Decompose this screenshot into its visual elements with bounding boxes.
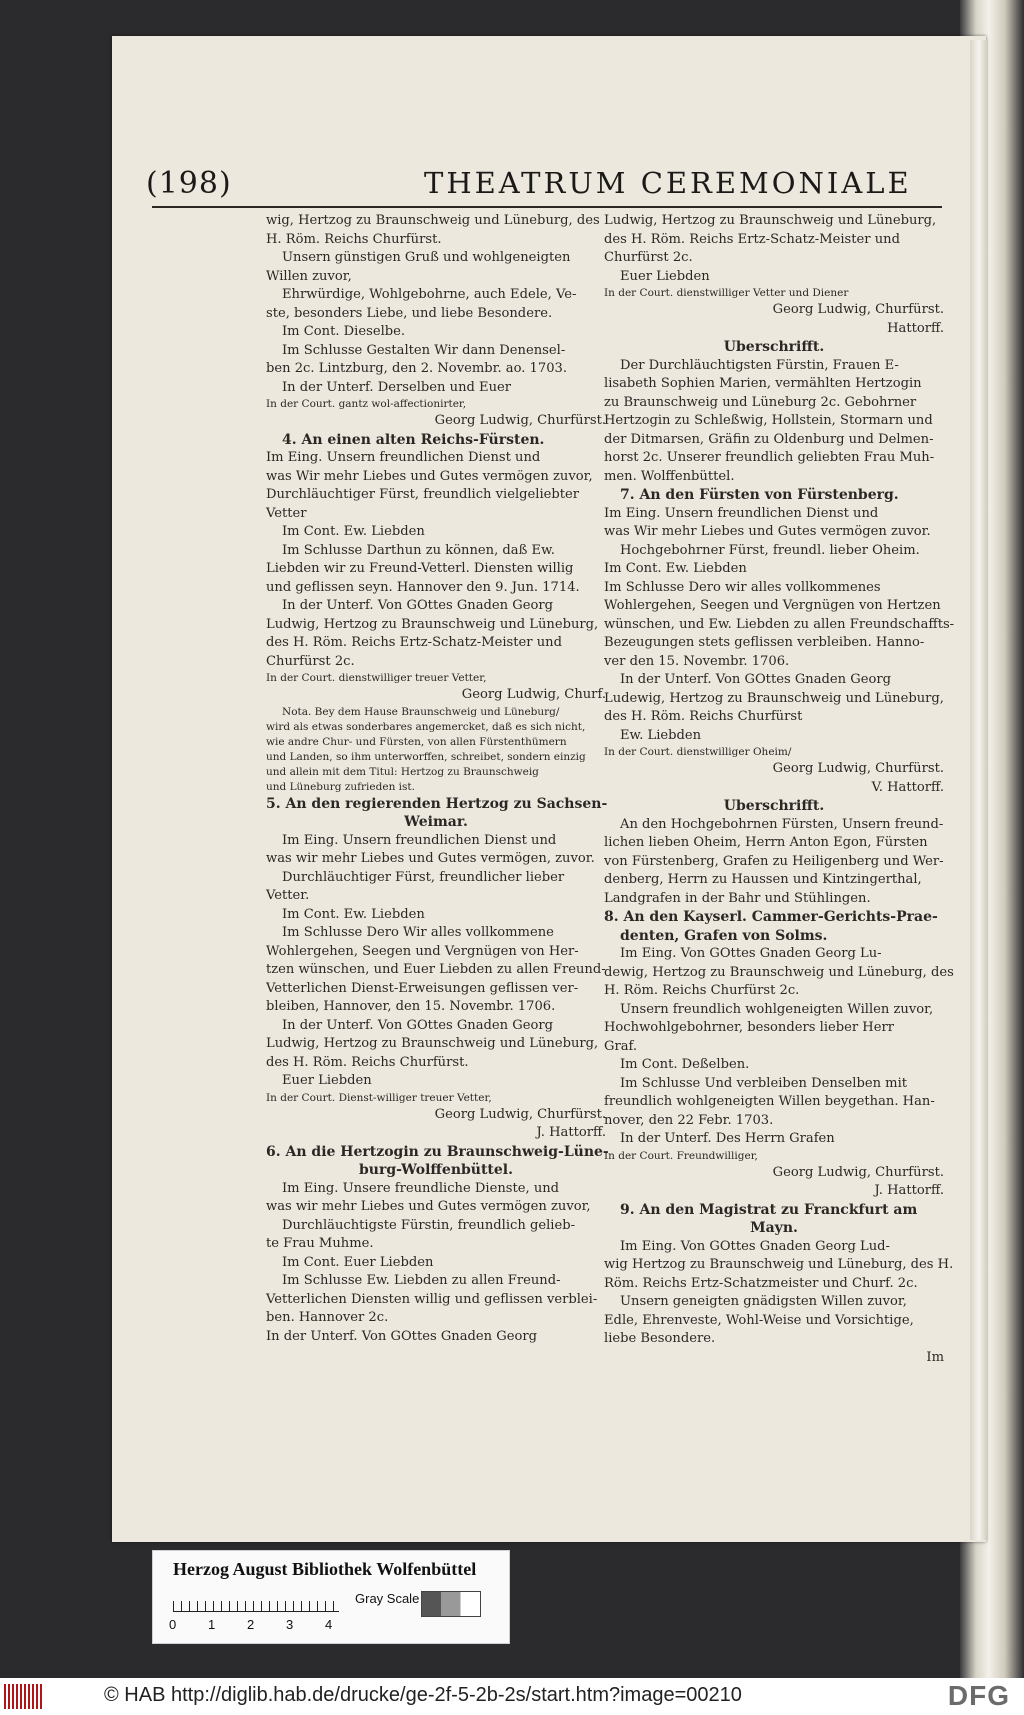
text-line: Bezeugungen stets geflissen verbleiben. Hanno- — [604, 635, 925, 650]
text-line: tzen wünschen, und Euer Liebden zu allen Freund- — [266, 962, 606, 977]
text-line: der Ditmarsen, Gräfin zu Oldenburg und Delmen- — [604, 431, 934, 447]
text-line: Im — [926, 1349, 944, 1365]
text-line: H. Röm. Reichs Churfürst. — [266, 231, 442, 247]
text-line: zu Braunschweig und Lüneburg 2c. Gebohrner — [604, 394, 917, 410]
text-line: Georg Ludwig, Churf. — [461, 687, 606, 702]
text-line: In der Court. Dienst-williger treuer Vetter, — [266, 1091, 492, 1104]
ruler-number: 0 — [169, 1617, 177, 1632]
text-line: In der Court. Freundwilliger, — [604, 1149, 758, 1162]
source-url[interactable]: © HAB http://diglib.hab.de/drucke/ge-2f-5-2b-2s/start.htm?image=00210 — [104, 1684, 742, 1706]
footer-bar — [0, 1678, 1024, 1715]
text-line: Georg Ludwig, Churfürst. — [434, 413, 606, 428]
text-line: V. Hattorff. — [871, 779, 944, 795]
text-line: wig Hertzog zu Braunschweig und Lüneburg, des H. — [604, 1257, 954, 1272]
page-header — [146, 160, 946, 206]
text-line: Im Eing. Unsern freundlichen Dienst und — [266, 450, 541, 465]
header-rule — [152, 206, 942, 208]
text-line: Im Cont. Ew. Liebden — [282, 524, 425, 539]
text-line: Im Cont. Ew. Liebden — [604, 561, 747, 576]
text-line: Im Cont. Deßelben. — [620, 1057, 750, 1072]
text-line: des H. Röm. Reichs Churfürst — [604, 709, 803, 724]
text-line: Weimar. — [404, 814, 468, 830]
text-line: Ludwig, Hertzog zu Braunschweig und Lüneburg, — [604, 213, 937, 228]
text-line: wie andre Chur- und Fürsten, von allen Fürstenthümern — [266, 735, 567, 748]
text-line: Ew. Liebden — [620, 727, 702, 743]
text-line: Euer Liebden — [620, 268, 710, 284]
text-line: J. Hattorff. — [536, 1125, 606, 1140]
text-line: horst 2c. Unserer freundlich geliebten Frau Muh- — [604, 450, 935, 465]
text-line: Hochwohlgebohrner, besonders lieber Herr — [604, 1020, 894, 1035]
text-line: 4. An einen alten Reichs-Fürsten. — [282, 431, 545, 448]
library-name: Herzog August Bibliothek Wolfenbüttel — [173, 1559, 477, 1579]
text-line: Im Schlusse Ew. Liebden zu allen Freund- — [282, 1273, 561, 1288]
text-line: te Frau Muhme. — [266, 1236, 374, 1251]
text-line: Georg Ludwig, Churfürst. — [772, 1164, 944, 1180]
text-line: In der Unterf. Von GOttes Gnaden Georg — [282, 598, 553, 613]
text-line: Nota. Bey dem Hause Braunschweig und Lüneburg/ — [282, 705, 560, 718]
text-line: In der Unterf. Von GOttes Gnaden Georg — [266, 1328, 537, 1344]
ruler-number: 4 — [325, 1617, 333, 1632]
text-line: ben 2c. Lintzburg, den 2. Novembr. ao. 1703. — [266, 361, 568, 376]
text-line: Der Durchläuchtigsten Fürstin, Frauen E- — [620, 357, 899, 373]
text-line: burg-Wolffenbüttel. — [359, 1162, 513, 1178]
text-line: Unsern günstigen Gruß und wohlgeneigten — [282, 250, 571, 265]
text-line: H. Röm. Reichs Churfürst 2c. — [604, 983, 800, 998]
left-text-column — [266, 212, 609, 1362]
text-line: dewig, Hertzog zu Braunschweig und Lüneburg, des — [604, 964, 954, 980]
text-line: Im Schlusse Darthun zu können, daß Ew. — [282, 542, 555, 558]
text-line: men. Wolffenbüttel. — [604, 468, 735, 484]
right-text-column — [604, 212, 955, 1365]
page-edge — [970, 40, 988, 1540]
text-line: Hochgebohrner Fürst, freundl. lieber Oheim. — [620, 542, 920, 558]
text-line: Unsern freundlich wohlgeneigten Willen zuvor, — [620, 1001, 934, 1017]
text-line: wünschen, und Ew. Liebden zu allen Freundschaffts- — [604, 616, 955, 632]
text-line: Im Eing. Unsern freundlichen Dienst und — [604, 505, 879, 521]
text-line: Uberschrifft. — [723, 339, 825, 355]
text-line: wig, Hertzog zu Braunschweig und Lüneburg, des — [266, 213, 600, 228]
text-line: Hattorff. — [887, 320, 944, 336]
barcode-icon — [4, 1684, 44, 1709]
text-line: Hertzogin zu Schleßwig, Hollstein, Stormarn und — [604, 413, 933, 428]
text-line: Ludwig, Hertzog zu Braunschweig und Lüneburg, — [266, 1036, 599, 1051]
text-line: Edle, Ehrenveste, Wohl-Weise und Vorsichtige, — [604, 1312, 914, 1328]
text-line: was wir mehr Liebes und Gutes vermögen zuvor, — [266, 1199, 591, 1214]
text-line: Im Eing. Unsere freundliche Dienste, und — [282, 1180, 560, 1196]
text-line: Wohlergehen, Seegen und Vergnügen von Hertzen — [604, 598, 941, 613]
text-line: Im Schlusse Dero wir alles vollkommenes — [604, 579, 881, 595]
text-line: Ludwig, Hertzog zu Braunschweig und Lüneburg, — [266, 616, 599, 632]
text-line: lichen lieben Oheim, Herrn Anton Egon, Fürsten — [604, 835, 928, 850]
text-line: In der Unterf. Des Herrn Grafen — [620, 1131, 835, 1146]
text-line: Ehrwürdige, Wohlgebohrne, auch Edele, Ve- — [282, 287, 577, 302]
text-line: Vetter — [266, 505, 307, 521]
ruler-number: 3 — [286, 1617, 294, 1632]
text-line: Durchläuchtiger Fürst, freundlich vielgeliebter — [266, 487, 580, 502]
text-line: Graf. — [604, 1038, 638, 1054]
text-line: Wohlergehen, Seegen und Vergnügen von Her- — [266, 943, 579, 959]
text-line: freundlich wohlgeneigten Willen beygethan. Han- — [604, 1094, 935, 1109]
text-line: Churfürst 2c. — [266, 653, 355, 669]
gray-scale-swatch — [421, 1591, 481, 1617]
text-line: was wir mehr Liebes und Gutes vermögen, zuvor. — [266, 851, 595, 866]
text-line: Durchläuchtiger Fürst, freundlicher lieber — [282, 869, 565, 885]
text-line: und Lüneburg zufrieden ist. — [266, 780, 415, 793]
text-line: liebe Besondere. — [604, 1331, 716, 1346]
text-line: Euer Liebden — [282, 1073, 372, 1088]
running-title: THEATRUM CEREMONIALE — [424, 166, 912, 200]
text-line: Im Schlusse Und verbleiben Denselben mit — [620, 1075, 908, 1091]
library-color-label — [152, 1550, 510, 1644]
text-line: denten, Grafen von Solms. — [620, 927, 828, 944]
text-line: was Wir mehr Liebes und Gutes vermögen zuvor. — [604, 524, 931, 539]
text-line: An den Hochgebohrnen Fürsten, Unsern freund- — [620, 816, 944, 832]
text-line: Liebden wir zu Freund-Vetterl. Diensten willig — [266, 561, 574, 576]
ruler-number: 2 — [247, 1617, 255, 1632]
text-line: Mayn. — [750, 1220, 798, 1236]
text-line: Im Schlusse Gestalten Wir dann Denensel- — [282, 342, 566, 358]
text-line: Vetterlichen Diensten willig und geflissen verblei- — [266, 1291, 598, 1307]
text-line: Vetter. — [266, 888, 310, 903]
text-line: Im Eing. Von GOttes Gnaden Georg Lud- — [620, 1238, 890, 1254]
dfg-logo: DFG — [947, 1680, 1010, 1711]
text-line: Röm. Reichs Ertz-Schatzmeister und Churf. 2c. — [604, 1275, 918, 1291]
text-line: Georg Ludwig, Churfürst. — [772, 761, 944, 776]
ruler-number: 1 — [208, 1617, 216, 1632]
text-line: In der Court. dienstwilliger Vetter und Diener — [604, 287, 849, 299]
text-line: Georg Ludwig, Churfürst. — [772, 302, 944, 317]
text-line: In der Unterf. Derselben und Euer — [282, 379, 512, 395]
text-line: Im Eing. Von GOttes Gnaden Georg Lu- — [620, 946, 882, 961]
text-line: Churfürst 2c. — [604, 250, 693, 265]
text-line: In der Court. dienstwilliger treuer Vetter, — [266, 672, 487, 684]
text-line: 6. An die Hertzogin zu Braunschweig-Lüne- — [266, 1143, 609, 1160]
text-line: 7. An den Fürsten von Fürstenberg. — [620, 487, 899, 503]
text-line: Durchläuchtigste Fürstin, freundlich gelieb- — [282, 1217, 576, 1233]
text-line: Im Eing. Unsern freundlichen Dienst und — [282, 832, 557, 848]
text-line: und allein mit dem Titul: Hertzog zu Braunschweig — [266, 765, 539, 778]
text-line: lisabeth Sophien Marien, vermählten Hertzogin — [604, 376, 922, 391]
text-line: 5. An den regierenden Hertzog zu Sachsen- — [266, 795, 608, 812]
text-line: ben. Hannover 2c. — [266, 1310, 389, 1325]
text-line: 8. An den Kayserl. Cammer-Gerichts-Prae- — [604, 909, 938, 925]
text-line: Im Cont. Euer Liebden — [282, 1254, 434, 1270]
text-line: des H. Röm. Reichs Ertz-Schatz-Meister und — [604, 231, 900, 247]
text-line: wird als etwas sonderbares angemercket, daß es sich nicht, — [266, 720, 586, 733]
text-line: 9. An den Magistrat zu Franckfurt am — [620, 1201, 918, 1218]
text-line: Willen zuvor, — [266, 268, 352, 284]
text-line: und geflissen seyn. Hannover den 9. Jun. 1714. — [266, 579, 580, 595]
text-line: Georg Ludwig, Churfürst. — [434, 1106, 606, 1122]
text-line: Ludewig, Hertzog zu Braunschweig und Lüneburg, — [604, 690, 944, 706]
text-line: Im Cont. Ew. Liebden — [282, 906, 425, 922]
text-line: In der Court. dienstwilliger Oheim/ — [604, 746, 792, 758]
page-number: (198) — [146, 166, 232, 201]
text-line: des H. Röm. Reichs Ertz-Schatz-Meister und — [266, 635, 562, 650]
text-line: denberg, Herrn zu Haussen und Kintzingerthal, — [604, 872, 922, 887]
gray-scale-label: Gray Scale — [355, 1591, 420, 1606]
text-line: von Fürstenberg, Grafen zu Heiligenberg und Wer- — [604, 853, 944, 869]
text-line: Landgrafen in der Bahr und Stühlingen. — [604, 890, 871, 906]
text-line: nover, den 22 Febr. 1703. — [604, 1112, 774, 1128]
text-line: und Landen, so ihm unterworffen, schreibet, sondern einzig — [266, 750, 586, 763]
text-line: Uberschrifft. — [723, 798, 825, 814]
text-line: Im Schlusse Dero Wir alles vollkommene — [282, 925, 554, 940]
text-line: ste, besonders Liebe, und liebe Besondere. — [266, 305, 553, 321]
text-line: In der Unterf. Von GOttes Gnaden Georg — [282, 1017, 553, 1033]
text-line: ver den 15. Novembr. 1706. — [604, 653, 790, 669]
text-line: des H. Röm. Reichs Churfürst. — [266, 1054, 469, 1070]
text-line: bleiben, Hannover, den 15. Novembr. 1706. — [266, 999, 556, 1014]
text-line: In der Court. gantz wol-affectionirter, — [266, 398, 467, 410]
text-line: was Wir mehr Liebes und Gutes vermögen zuvor, — [266, 468, 593, 484]
text-line: Vetterlichen Dienst-Erweisungen geflissen ver- — [266, 980, 579, 996]
scale-ruler — [173, 1591, 339, 1612]
text-line: Im Cont. Dieselbe. — [282, 324, 406, 339]
text-line: In der Unterf. Von GOttes Gnaden Georg — [620, 672, 891, 687]
text-line: J. Hattorff. — [874, 1183, 944, 1198]
text-line: Unsern geneigten gnädigsten Willen zuvor, — [620, 1294, 907, 1309]
